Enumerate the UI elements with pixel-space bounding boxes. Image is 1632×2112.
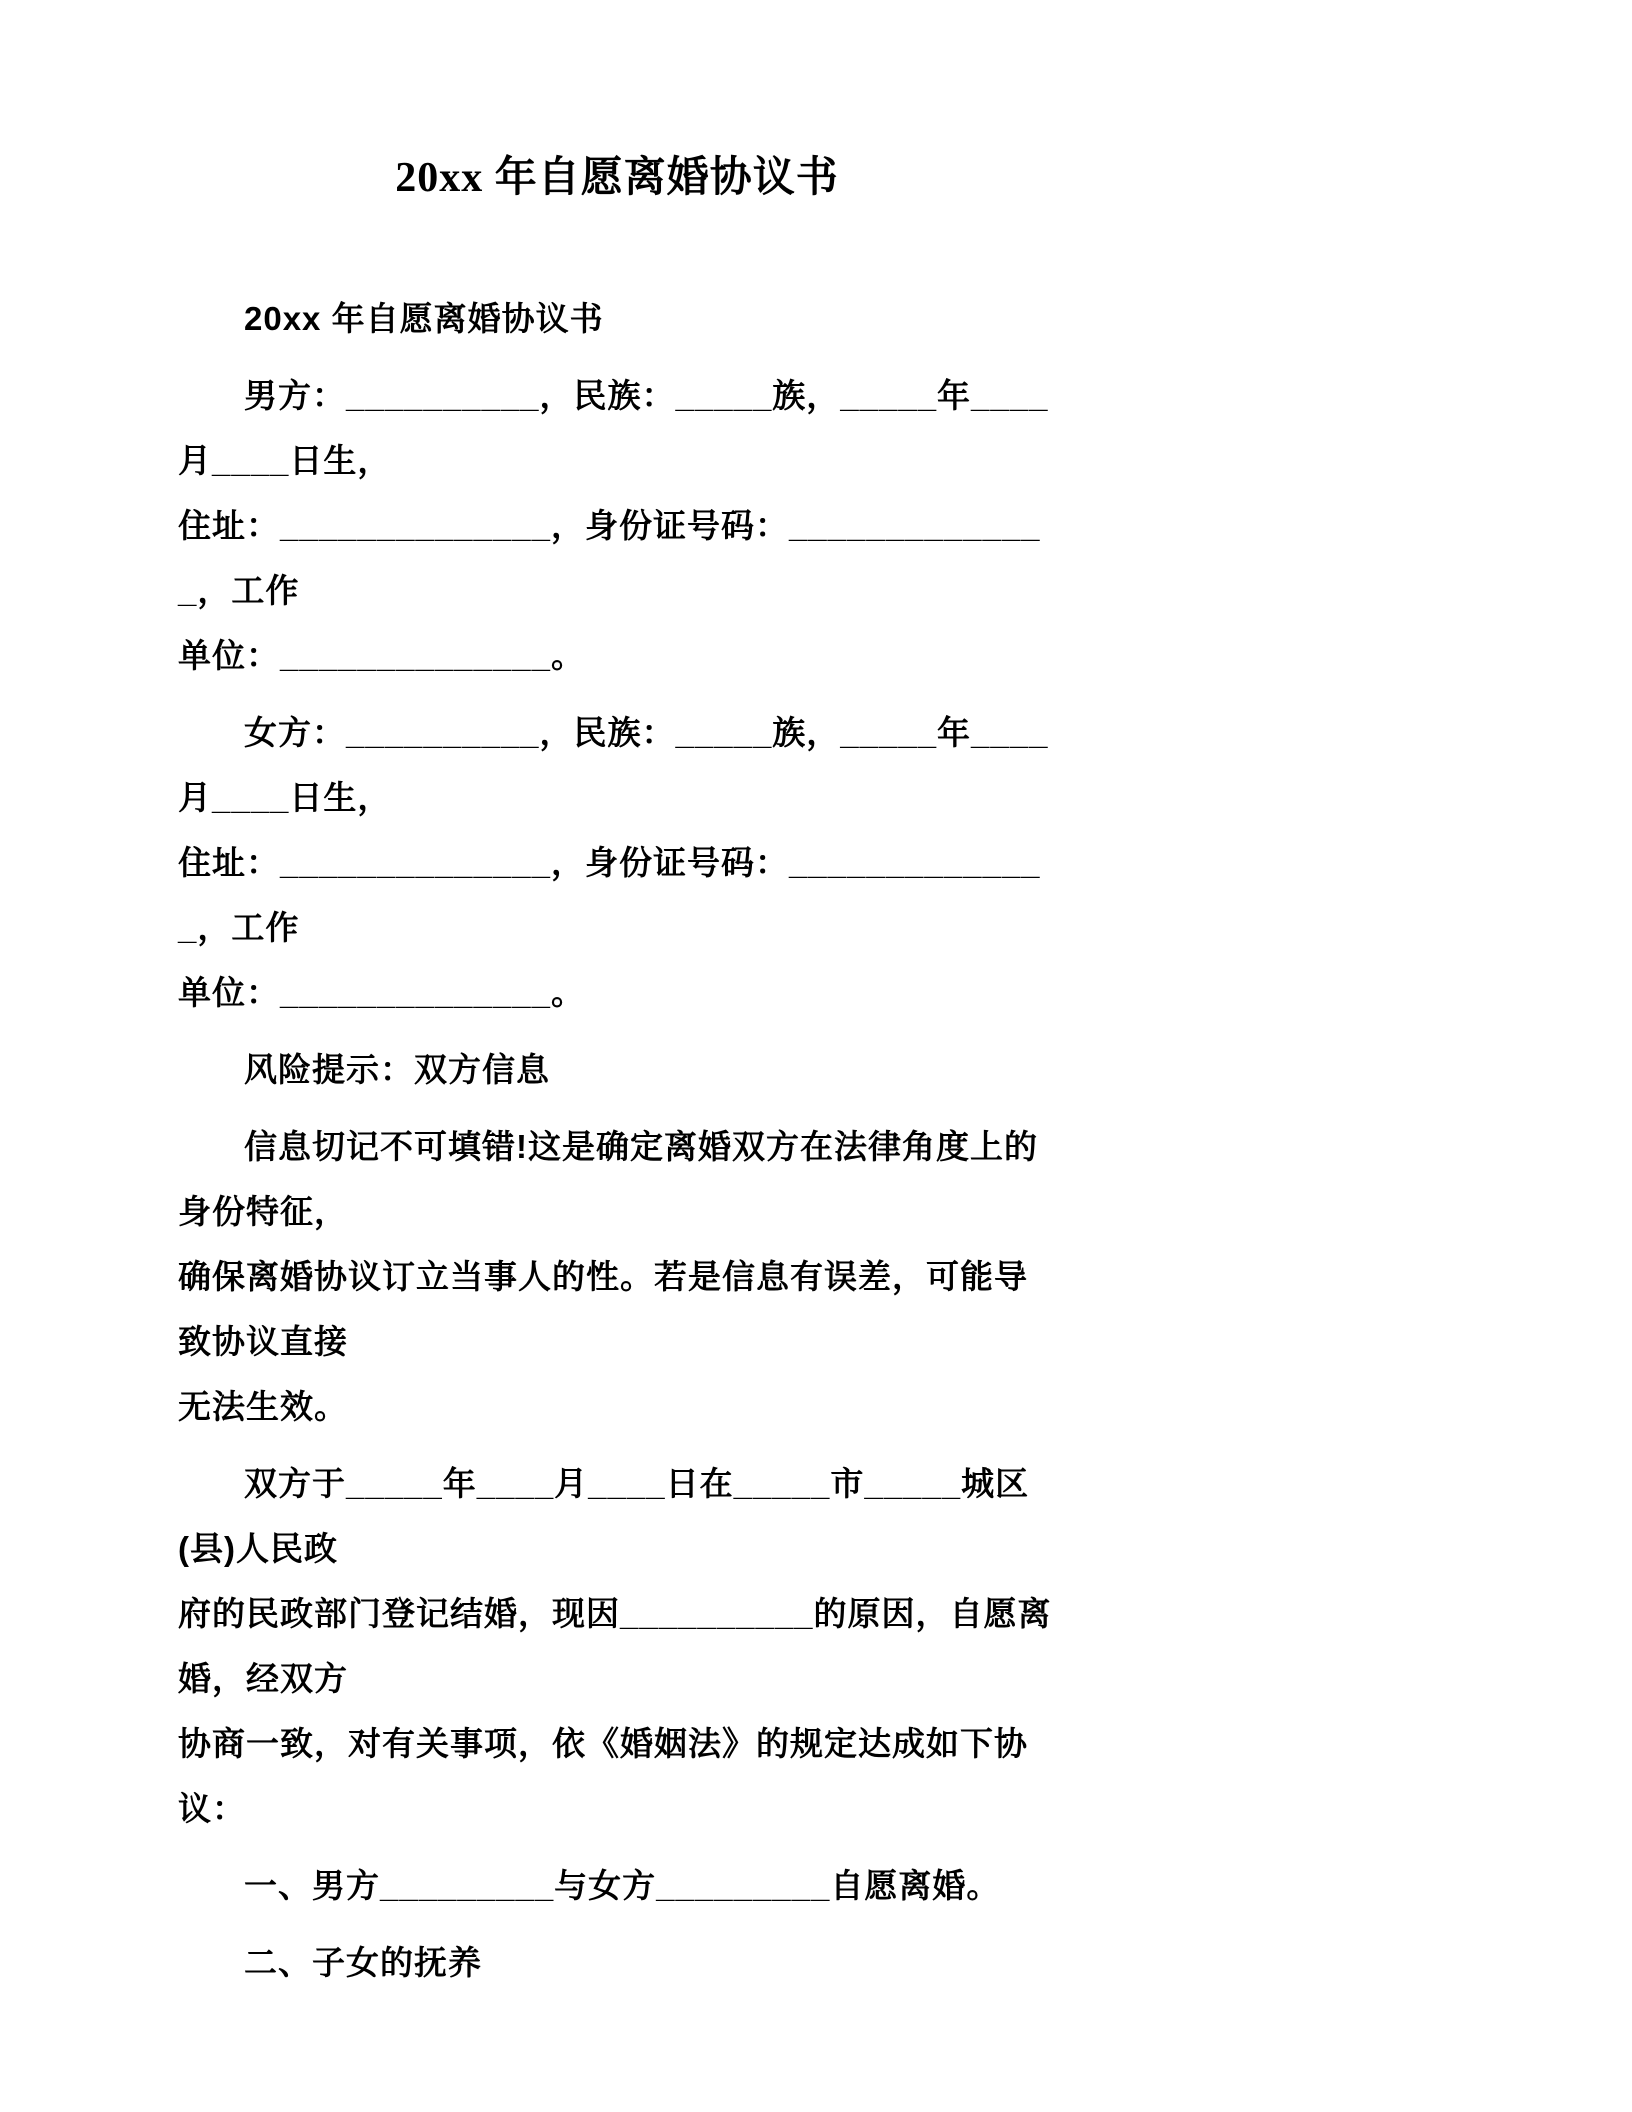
paragraph: 20xx 年自愿离婚协议书 xyxy=(244,300,604,337)
paragraph: 双方于_____年____月____日在_____市_____城区(县)人民政 府的民政部门登记结婚，现因__________的原因，自愿离婚，经双方 协商一致，对有关事项，依《婚姻法》的规定达成如下协议： xyxy=(178,1465,1052,1827)
document-content xyxy=(178,150,1056,1995)
paragraph: 男方：__________，民族：_____族，_____年____月____日生， 住址：______________，身份证号码：______________，工作 单位：______________。 xyxy=(178,377,1049,674)
paragraph: 风险提示：双方信息 xyxy=(244,1051,550,1088)
document-body xyxy=(178,286,1056,1995)
paragraph: 女方：__________，民族：_____族，_____年____月____日生， 住址：______________，身份证号码：______________，工作 单位：______________。 xyxy=(178,714,1049,1011)
paragraph: 一、男方_________与女方_________自愿离婚。 xyxy=(244,1867,1001,1904)
paragraph: 信息切记不可填错!这是确定离婚双方在法律角度上的身份特征， 确保离婚协议订立当事人的性。若是信息有误差，可能导致协议直接 无法生效。 xyxy=(178,1128,1038,1425)
paragraph: 二、子女的抚养 xyxy=(244,1944,482,1981)
document-title: 20xx 年自愿离婚协议书 xyxy=(395,155,839,201)
